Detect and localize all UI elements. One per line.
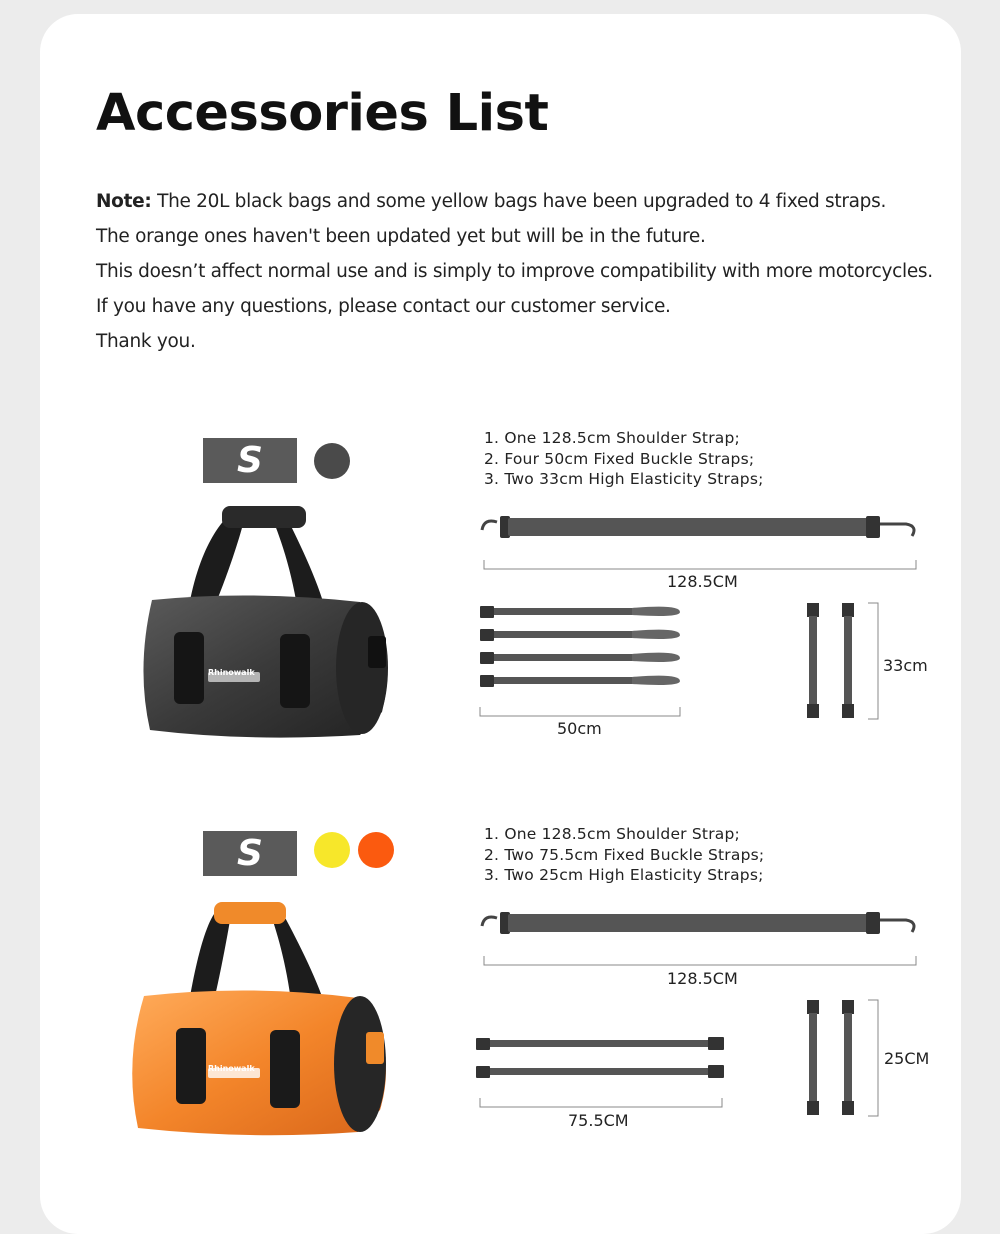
color-swatch-yellow (314, 832, 350, 868)
fixed-strap-length-2: 75.5CM (568, 1111, 629, 1130)
fixed-dimension-line-2 (480, 1098, 722, 1107)
shoulder-dimension-line-2 (484, 956, 916, 965)
note-line-5: Thank you. (96, 331, 196, 352)
elastic-straps-image-2 (807, 1000, 854, 1115)
fixed-strap-length-1: 50cm (557, 719, 602, 738)
brand-logo-2: Rhinowalk (208, 1064, 255, 1073)
fixed-dimension-line-1 (480, 707, 680, 716)
note-line-4: If you have any questions, please contact our customer service. (96, 296, 671, 317)
size-badge-1: S (203, 438, 297, 483)
accessory-item: 2. Four 50cm Fixed Buckle Straps; (484, 449, 755, 468)
accessory-item: 3. Two 25cm High Elasticity Straps; (484, 866, 764, 884)
note-line-3: This doesn’t affect normal use and is simply to improve compatibility with more motorcycles. (96, 261, 933, 282)
elastic-dimension-line-2 (868, 1000, 878, 1116)
shoulder-strap-length-2: 128.5CM (667, 969, 738, 988)
note-text-1: The 20L black bags and some yellow bags have been upgraded to 4 fixed straps. (151, 191, 887, 212)
accessory-list-1 (484, 428, 764, 490)
note-line-2: The orange ones haven't been updated yet but will be in the future. (96, 226, 706, 247)
color-swatch-black (314, 443, 350, 479)
shoulder-strap-length-1: 128.5CM (667, 572, 738, 591)
black-duffel-bag-image (143, 506, 388, 738)
shoulder-strap-image-1 (482, 516, 914, 538)
elastic-strap-length-2: 25CM (884, 1049, 930, 1068)
accessory-item: 2. Two 75.5cm Fixed Buckle Straps; (484, 845, 765, 864)
orange-duffel-bag-image (132, 902, 386, 1135)
accessory-item: 3. Two 33cm High Elasticity Straps; (484, 470, 764, 488)
page-title: Accessories List (96, 84, 549, 143)
brand-logo-1: Rhinowalk (208, 668, 255, 677)
shoulder-dimension-line-1 (484, 560, 916, 569)
fixed-buckle-straps-image-2 (476, 1037, 724, 1078)
fixed-buckle-straps-image-1 (480, 606, 680, 687)
accessory-list-2 (484, 824, 764, 886)
elastic-straps-image-1 (807, 603, 854, 718)
shoulder-strap-image-2 (482, 912, 914, 934)
size-badge-2: S (203, 831, 297, 876)
accessory-item: 1. One 128.5cm Shoulder Strap; (484, 429, 740, 447)
note-label: Note: (96, 191, 152, 212)
color-swatch-orange (358, 832, 394, 868)
elastic-strap-length-1: 33cm (883, 656, 928, 675)
elastic-dimension-line-1 (868, 603, 878, 719)
accessory-item: 1. One 128.5cm Shoulder Strap; (484, 825, 740, 843)
